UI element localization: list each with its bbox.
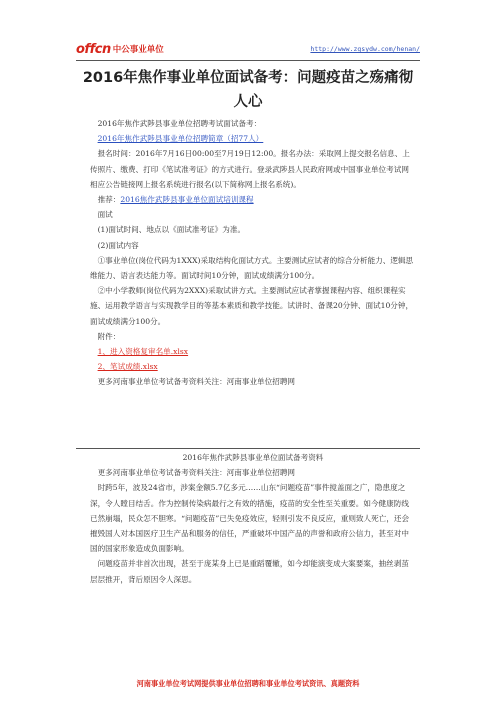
- offcn-logo: [76, 40, 164, 58]
- section-divider: [76, 448, 420, 449]
- header-divider: [76, 60, 420, 61]
- interview-heading: 面试: [97, 210, 113, 220]
- title-line-1: 2016年焦作事业单位面试备考：问题疫苗之殇痛彻: [82, 70, 414, 86]
- materials-section: [90, 450, 416, 587]
- paragraph-2: 问题疫苗并非首次出现，甚至于庞某身上已是重蹈覆辙，如今却能演变成大案要案，抽丝剥茧层层推开，背后原因令人深思。: [90, 559, 409, 584]
- attachment-label: 附件：: [97, 331, 121, 341]
- page-title: [70, 66, 426, 114]
- page-footer: 河南事业单位考试网提供事业单位招聘和事业单位考试资讯、真题资料: [136, 679, 360, 688]
- interview-item-2: (2)面试内容: [97, 240, 139, 250]
- section-heading: 2016年焦作武陟县事业单位面试备考资料: [182, 453, 324, 462]
- header-url-link[interactable]: http://www.zgsydw.com/henan/: [310, 45, 420, 53]
- attachment-link-1[interactable]: 1、进入资格复审名单.xlsx: [97, 347, 189, 357]
- section-follow-note: 更多河南事业单位考试备考资料关注：河南事业单位招聘网: [97, 468, 296, 478]
- attachment-link-2[interactable]: 2、笔试成绩.xlsx: [97, 362, 158, 372]
- follow-note: 更多河南事业单位考试备考资料关注：河南事业单位招聘网: [97, 377, 296, 387]
- title-line-2: 人心: [233, 94, 263, 110]
- interview-item-1: (1)面试时间、地点以《面试准考证》为准。: [97, 225, 246, 235]
- recommend-link[interactable]: 2016焦作武陟县事业单位面试培训课程: [120, 195, 254, 205]
- logo-name: 中公事业单位: [112, 45, 164, 55]
- brochure-link[interactable]: 2016年焦作武陟县事业单位招聘简章（招77人）: [97, 134, 264, 144]
- signup-info: 报名时间：2016年7月16日00:00至7月19日12:00。报名办法：采取网上提交报名信息、上传照片、缴费、打印《笔试准考证》的方式进行。登录武陟县人民政府网或中国事业单位考试网相应公告链接网上报名系统进行报名(以下简称网上报名系统)。: [90, 149, 410, 189]
- paragraph-1: 时跨5年，波及24省市，涉案金额5.7亿多元……山东“问题疫苗”事件搅盖面之广，隐患度之深，令人瞠目结舌。作为控制传染病最行之有效的措施，疫苗的安全性至关重要。如今健康防线已然崩塌，民众怎不胆寒。“问题疫苗”已失免疫效应，轻则引发不良反应，重则致人死亡，还会摧毁国人对本国医疗卫生产品和服务的信任，严重破坏中国产品的声誉和政府公信力，甚至对中国的国家形象造成负面影响。: [90, 483, 410, 554]
- page-header: [76, 40, 420, 60]
- article-body: [90, 116, 416, 390]
- intro-text: 2016年焦作武陟县事业单位招聘考试面试备考：: [97, 119, 262, 128]
- recommend-label: 推荐：: [97, 195, 121, 205]
- interview-content-2: ②中小学教师(岗位代码为2XXX)采取试讲方式。主要测试应试者掌握课程内容、组织课程实施、运用教学语言与实现教学目的等基本素质和教学技能。试讲时、备课20分钟、面试10分钟，面试成绩满分100分。: [90, 286, 414, 326]
- interview-content-1: ①事业单位(岗位代码为1XXX)采取结构化面试方式。主要测试应试者的综合分析能力、逻辑思维能力、语言表达能力等。面试时间10分钟，面试成绩满分100分。: [90, 255, 414, 281]
- logo-mark: offcn: [76, 41, 111, 57]
